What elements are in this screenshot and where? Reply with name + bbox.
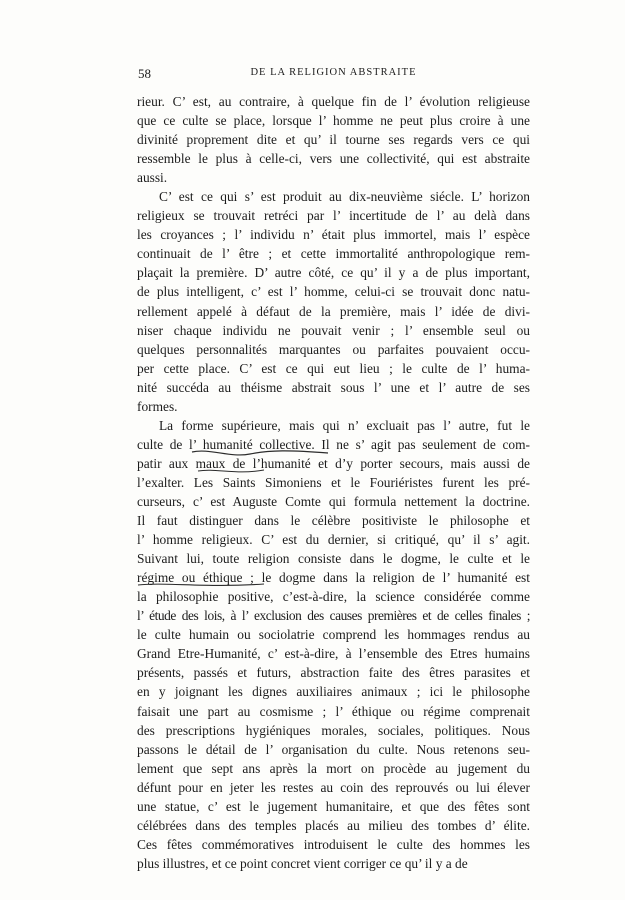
text-line: l’exalter. Les Saints Simoniens et le Fouriéristes furent les pré- — [137, 474, 530, 490]
text-line: ressemble le plus à celle-ci, vers une collectivité, qui est abstraite — [137, 151, 530, 167]
text-line: Ces fêtes commémoratives introduisent le culte des hommes les — [137, 836, 530, 852]
text-line: régime ou éthique ; le dogme dans la religion de l’ humanité est — [137, 570, 530, 586]
text-line: plaçait la première. D’ autre côté, ce qu’ il y a de plus important, — [137, 265, 530, 281]
text-line: aussi. — [137, 170, 168, 186]
paragraph-start-line: La forme supérieure, mais qui n’ excluait pas l’ autre, fut le — [159, 417, 530, 433]
text-line: Suivant lui, toute religion consiste dans le dogme, le culte et le — [137, 551, 530, 567]
paragraph-start-line: C’ est ce qui s’ est produit au dix-neuvième siécle. L’ horizon — [159, 189, 530, 205]
text-line: continuait de l’ être ; et cette immortalité anthropologique rem- — [137, 246, 530, 262]
text-line: per cette place. C’ est ce qui eut lieu ; le culte de l’ huma- — [137, 360, 530, 376]
text-line: des prescriptions hygiéniques morales, sociales, politiques. Nous — [137, 722, 530, 738]
text-line: l’ étude des lois, à l’ exclusion des causes premières et de celles finales ; — [137, 608, 530, 624]
text-line: lement que sept ans après la mort on procède au jugement du — [137, 760, 530, 776]
text-line: curseurs, c’ est Auguste Comte qui formula nettement la doctrine. — [137, 493, 530, 509]
text-line: célébrées dans des temples placés au milieu des tombes d’ élite. — [137, 817, 530, 833]
text-line: passons le détail de l’ organisation du culte. Nous retenons seu- — [137, 741, 530, 757]
text-line: religieux se trouvait retréci par l’ incertitude de l’ au delà dans — [137, 208, 530, 224]
text-line: culte de l’ humanité collective. Il ne s’ agit pas seulement de com- — [137, 436, 530, 452]
page-header — [136, 66, 531, 84]
text-line: de plus intelligent, c’ est l’ homme, celui-ci se trouvait donc natu- — [137, 284, 530, 300]
text-line: les croyances ; l’ individu n’ était plus immortel, mais l’ espèce — [137, 227, 530, 243]
text-line: présents, passés et futurs, abstraction faite des êtres parasites et — [137, 665, 530, 681]
text-line: divinité proprement dite et qu’ il tourne ses regards vers ce qui — [137, 132, 530, 148]
text-line: nité succéda au théisme abstrait sous l’ une et l’ autre de ses — [137, 379, 530, 395]
text-line: en y joignant les dignes auxiliaires animaux ; ici le philosophe — [137, 684, 530, 700]
page-number: 58 — [138, 66, 151, 81]
text-line: formes. — [137, 398, 178, 414]
running-title: DE LA RELIGION ABSTRAITE — [250, 67, 417, 78]
text-line: niser chaque individu ne pouvait venir ; l’ ensemble seul ou — [137, 322, 530, 338]
text-line: une statue, c’ est le jugement humanitaire, et que des fêtes sont — [137, 798, 530, 814]
text-line: rellement appelé à défaut de la première, mais l’ idée de divi- — [137, 303, 530, 319]
text-line: rieur. C’ est, au contraire, à quelque fin de l’ évolution religieuse — [137, 94, 530, 109]
text-line: plus illustres, et ce point concret vient corriger ce qu’ il y a de — [137, 855, 468, 871]
text-line: quelques personnalités marquantes ou parfaites pouvaient occu- — [137, 341, 530, 357]
text-line: la philosophie positive, c’est-à-dire, la science considérée comme — [137, 589, 530, 605]
text-line: Il faut distinguer dans le célèbre positiviste le philosophe et — [137, 513, 530, 529]
text-line: faisait une part au cosmisme ; l’ éthique ou régime comprenait — [137, 703, 530, 719]
text-line: l’ homme religieux. C’ est du dernier, si critiqué, qu’ il s’ agit. — [137, 532, 530, 548]
text-line: que ce culte se place, lorsque l’ homme ne peut plus croire à une — [137, 113, 530, 129]
text-line: Grand Etre-Humanité, c’ est-à-dire, à l’ensemble des Etres humains — [137, 646, 530, 662]
text-line: le culte humain ou sociolatrie comprend les hommages rendus au — [137, 627, 530, 643]
text-line: défunt pour en jeter les restes au coin des reprouvés ou lui élever — [137, 779, 530, 795]
text-line: patir aux maux de l’humanité et d’y porter secours, mais aussi de — [137, 455, 530, 471]
body-text — [137, 92, 530, 873]
